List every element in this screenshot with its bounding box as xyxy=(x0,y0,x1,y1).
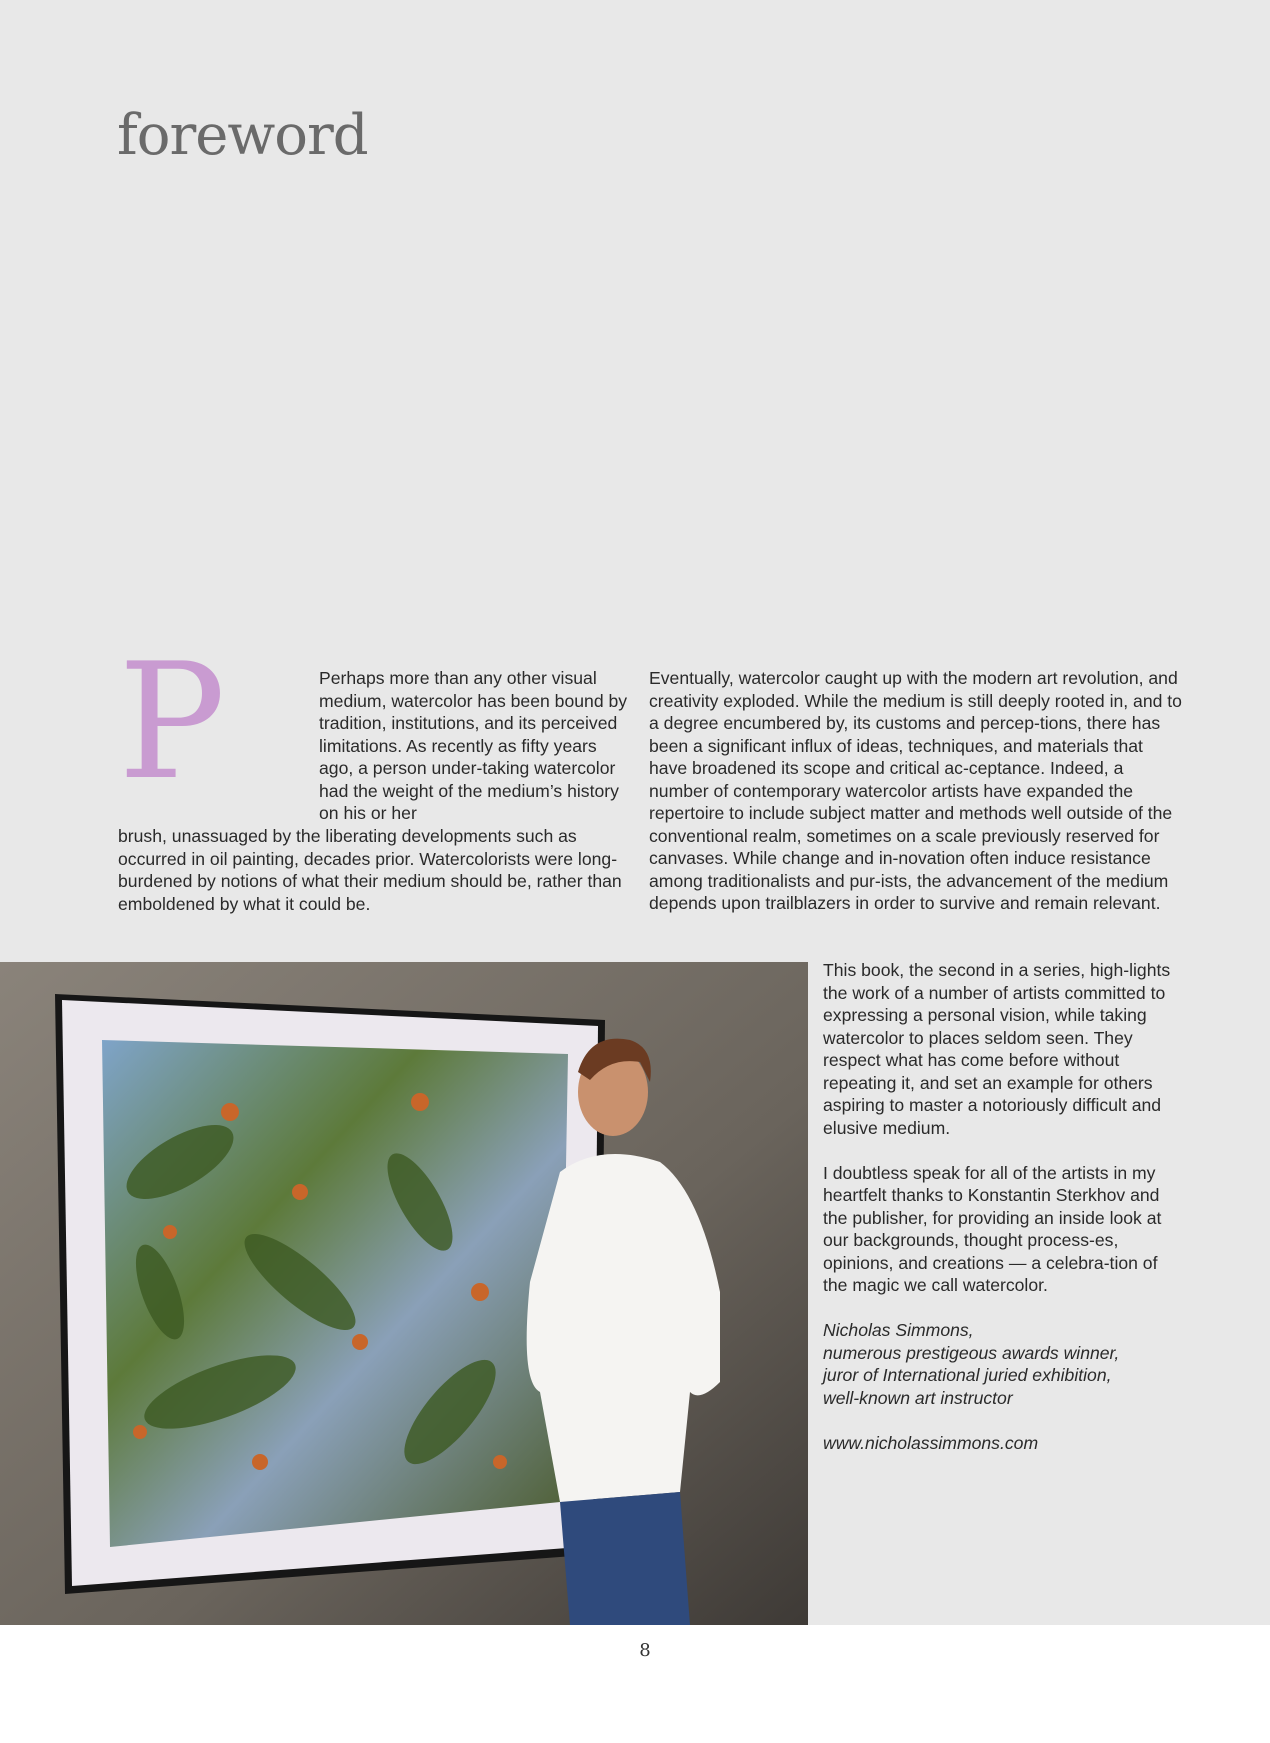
revolution-paragraph: Eventually, watercolor caught up with the modern art revolution, and creativity exploded. While the medium is still deeply rooted in, and to a degree encumbered by, its customs and percep-tions, there has been a significant influx of ideas, techniques, and materials that have broadened its scope and critical ac-ceptance. Indeed, a number of contemporary watercolor artists have expanded the repertoire to include subject matter and methods well outside of the conventional realm, sometimes on a scale previously reserved for canvases. While change and in-novation often induce resistance among traditionalists and pur-ists, the advancement of the medium depends upon trailblazers in order to survive and remain relevant. xyxy=(649,668,1182,913)
signature-name: Nicholas Simmons, xyxy=(823,1320,974,1340)
signature-block xyxy=(823,1319,1183,1409)
page-number: 8 xyxy=(639,1640,651,1661)
third-column xyxy=(823,959,1183,1477)
artist-photo xyxy=(0,962,808,1625)
signature-line-2: juror of International juried exhibition, xyxy=(823,1365,1112,1385)
intro-paragraph-top-text: Perhaps more than any other visual medium, watercolor has been bound by tradition, institutions, and its perceived limitations. As recently as fifty years ago, a person under-taking watercolor had the weight of the medium’s history on his or her xyxy=(319,668,628,823)
book-paragraph: This book, the second in a series, high-lights the work of a number of artists committed to expressing a personal vision, while taking watercolor to places seldom seen. They respect what has come before without repeating it, and set an example for others aspiring to master a notoriously difficult and elusive medium. xyxy=(823,960,1171,1138)
intro-paragraph-bottom-text: brush, unassuaged by the liberating developments such as occurred in oil painting, decades prior. Watercolorists were long-burdened by notions of what their medium should be, rather than emboldened by what it could be. xyxy=(118,826,622,914)
signature-line-1: numerous prestigeous awards winner, xyxy=(823,1342,1120,1363)
page-title: foreword xyxy=(117,103,368,168)
signature-line-3: well-known art instructor xyxy=(823,1387,1013,1408)
artist-photo-illustration xyxy=(0,962,808,1625)
drop-cap: P xyxy=(118,628,226,815)
intro-paragraph-top xyxy=(319,667,629,825)
website-link[interactable]: www.nicholassimmons.com xyxy=(823,1432,1039,1453)
second-column-paragraph xyxy=(649,667,1184,915)
thanks-paragraph: I doubtless speak for all of the artists in my heartfelt thanks to Konstantin Sterkhov and the publisher, for providing an inside look at our backgrounds, thought process-es, opinions, and creations — a celebra-tion of the magic we call watercolor. xyxy=(823,1162,1162,1295)
intro-paragraph-bottom xyxy=(118,825,626,915)
